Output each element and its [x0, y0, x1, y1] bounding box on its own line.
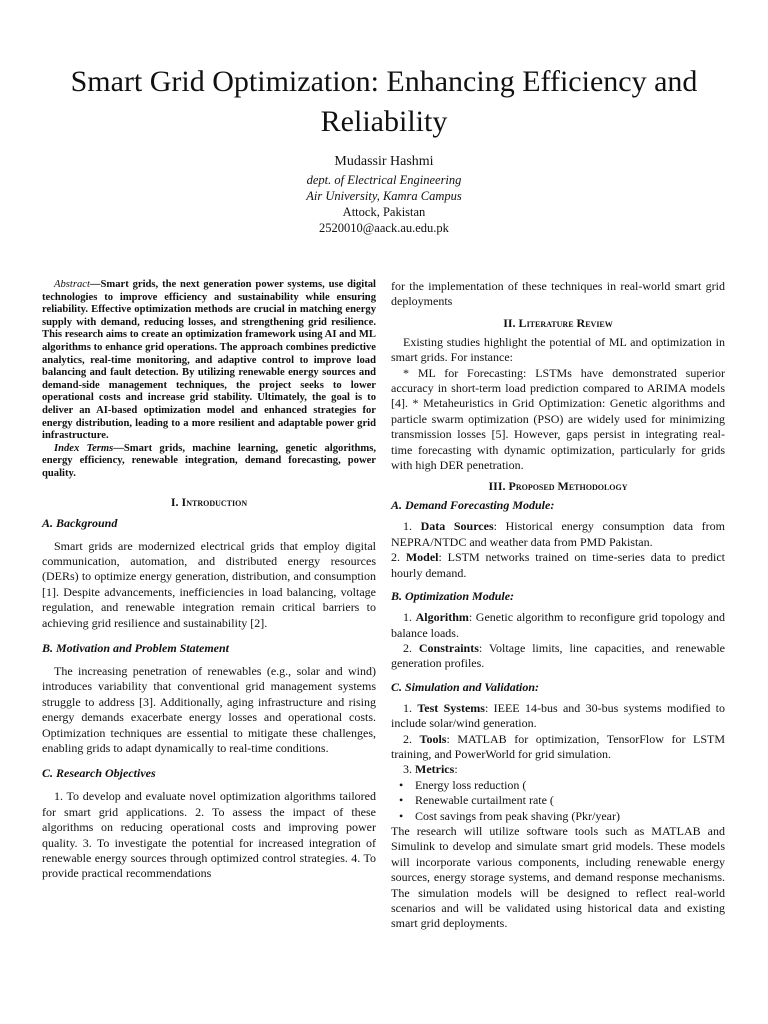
metrics-list: [391, 778, 725, 824]
author-name: Mudassir Hashmi: [334, 154, 434, 169]
subsection-heading-motivation: B. Motivation and Problem Statement: [42, 640, 230, 655]
section-heading-introduction: I. Introduction: [170, 494, 248, 509]
right-column: [391, 279, 725, 932]
item-model: 2. Model: LSTM networks trained on time-series data to predict hourly demand.: [391, 550, 725, 580]
subsection-heading-objectives: C. Research Objectives: [42, 766, 156, 781]
bullet-icon: •: [399, 808, 404, 823]
item-tools: 2. Tools: MATLAB for optimization, TensorFlow for LSTM training, and PowerWorld for grid simulation.: [391, 731, 725, 761]
paragraph-simulation-tools: The research will utilize software tools such as MATLAB and Simulink to develop and simulate smart grid models. These models will incorporate various components, including renewable energy sources, energy storage systems, and demand response mechanisms. The simulation models will be designed to reflect real-world scenarios and will be validated using historical data and existing smart grid deployments.: [391, 823, 725, 931]
list-item: • Renewable curtailment rate (: [399, 793, 554, 808]
index-terms-text: —Smart grids, machine learning, genetic algorithms, energy efficiency, renewable integration, demand forecasting, power quality.: [42, 442, 376, 479]
item-data-sources: 1. Data Sources: Historical energy consumption data from NEPRA/NTDC and weather data from PMD Pakistan.: [391, 519, 725, 549]
list-item: • Cost savings from peak shaving (Pkr/year): [399, 808, 620, 823]
abstract: [42, 279, 376, 443]
section-heading-literature-review: II. Literature Review: [503, 315, 613, 330]
bullet-icon: •: [399, 793, 404, 808]
paragraph-motivation: The increasing penetration of renewables (e.g., solar and wind) introduces variability that conventional grid management systems struggle to address [3]. Additionally, aging infrastructure and rising energy demands exacerbate energy losses and operational costs. Optimization techniques are essential to mitigate these challenges, enabling grids to adapt dynamically to real-time conditions.: [42, 663, 376, 755]
subsection-heading-optimization: B. Optimization Module:: [391, 589, 515, 604]
left-column: [42, 279, 376, 882]
author-email: 2520010@aack.au.edu.pk: [319, 221, 449, 235]
subsection-heading-simulation: C. Simulation and Validation:: [391, 679, 540, 694]
author-block: [184, 152, 584, 236]
item-algorithm: 1. Algorithm: Genetic algorithm to reconfigure grid topology and balance loads.: [391, 610, 726, 640]
abstract-label: Abstract: [54, 279, 90, 290]
paragraph-background: Smart grids are modernized electrical grids that employ digital communication, automation, and distributed energy resources (DERs) to optimize energy generation, distribution, and consumption [1]. Despite advancements, inefficiencies in load balancing, voltage regulation, and renewable integration remain critical barriers to achieving grid resilience and sustainability [2].: [42, 538, 376, 630]
author-university: Air University, Kamra Campus: [306, 189, 462, 203]
paper-title: Smart Grid Optimization: Enhancing Efficiency and Reliability: [70, 65, 698, 138]
author-dept: dept. of Electrical Engineering: [306, 173, 462, 187]
paragraph-objectives: 1. To develop and evaluate novel optimization algorithms tailored for smart grid applications. 2. To assess the impact of these algorithms on reducing operational costs and improving power quality. 3. To investigate the potential for increased integration of renewable energy sources through optimized control strategies. 4. To provide practical recommendations: [42, 789, 376, 881]
paragraph-literature-intro: Existing studies highlight the potential of ML and optimization in smart grids. For instance:: [391, 334, 725, 365]
paragraph-literature-body: * ML for Forecasting: LSTMs have demonstrated superior accuracy in short-term load prediction compared to ARIMA models [4]. * Metaheuristics in Grid Optimization: Genetic algorithms and particle swarm optimization (PSO) are widely used for minimizing transmission losses [5]. However, gaps persist in integrating real-time forecasting with dynamic optimization, particularly for grids with high DER penetration.: [391, 365, 725, 473]
item-test-systems: 1. Test Systems: IEEE 14-bus and 30-bus systems modified to include solar/wind generation.: [391, 700, 726, 731]
paragraph-objectives-continued: for the implementation of these techniques in real-world smart grid deployments: [391, 279, 725, 309]
subsection-heading-background: A. Background: [42, 515, 118, 530]
section-heading-methodology: III. Proposed Methodology: [488, 479, 628, 494]
item-metrics: 3. Metrics:: [403, 762, 458, 777]
abstract-text: —Smart grids, the next generation power systems, use digital technologies to improve efficiency and sustainability while ensuring reliability. Effective optimization methods are crucial in matching energy supply with demand, reducing losses, and strengthening grid resilience. This research aims to create an optimization framework using AI and ML algorithms to enhance grid operations. The approach combines predictive analytics, real-time monitoring, and adaptive control to improve load balancing and fault detection. By utilizing renewable energy sources and demand-side management techniques, the project seeks to lower operational costs and increase grid stability. Ultimately, the goal is to deliver an AI-based optimization model and enhanced strategies for energy distribution, leading to a more resilient and adaptable power grid infrastructure.: [42, 279, 376, 442]
index-terms: [42, 443, 376, 481]
item-constraints: 2. Constraints: Voltage limits, line capacities, and renewable generation profiles.: [391, 640, 726, 671]
list-item: • Energy loss reduction (: [399, 777, 527, 792]
index-terms-label: Index Terms: [54, 442, 114, 454]
author-city: Attock, Pakistan: [342, 205, 426, 219]
bullet-icon: •: [399, 777, 404, 792]
subsection-heading-forecasting: A. Demand Forecasting Module:: [391, 498, 555, 513]
